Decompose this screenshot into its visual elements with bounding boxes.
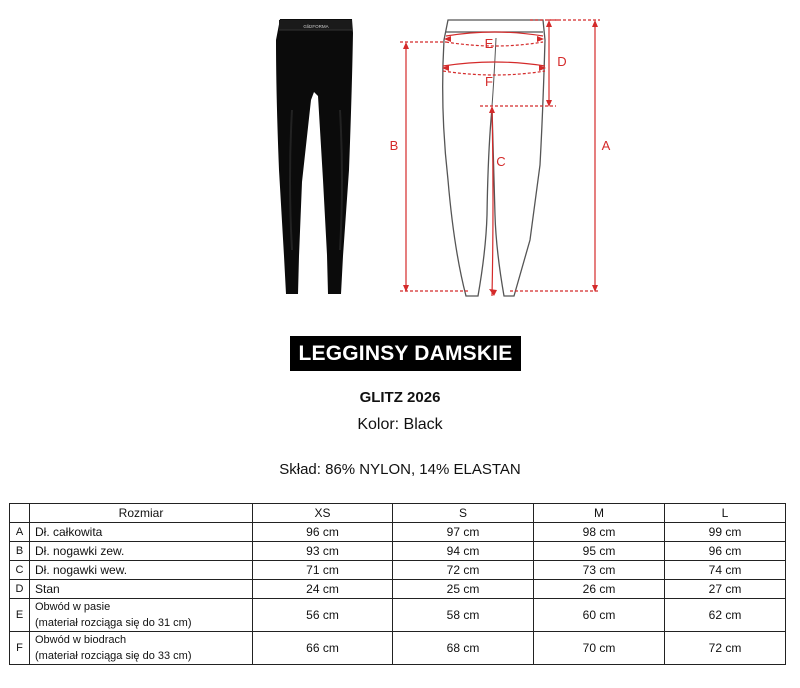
label-b: B	[389, 138, 399, 153]
header-size-xs: XS	[253, 504, 393, 523]
row-label: Stan	[30, 580, 253, 599]
row-value: 93 cm	[253, 542, 393, 561]
row-code: D	[10, 580, 30, 599]
product-color: Kolor: Black	[357, 416, 443, 433]
table-row	[10, 599, 786, 632]
header-size-m: M	[534, 504, 665, 523]
row-value: 71 cm	[253, 561, 393, 580]
row-code: C	[10, 561, 30, 580]
row-value: 56 cm	[253, 599, 393, 632]
product-composition: Skład: 86% NYLON, 14% ELASTAN	[279, 461, 521, 478]
table-header-row	[10, 504, 786, 523]
row-value: 25 cm	[393, 580, 534, 599]
row-value: 62 cm	[665, 599, 786, 632]
header-code-cell	[10, 504, 30, 523]
brand-tag: GlitzFORMA	[303, 24, 329, 29]
row-value: 94 cm	[393, 542, 534, 561]
header-size-s: S	[393, 504, 534, 523]
row-value: 24 cm	[253, 580, 393, 599]
table-row	[10, 632, 786, 665]
row-value: 96 cm	[253, 523, 393, 542]
row-sublabel: (materiał rozciąga się do 33 cm)	[35, 650, 192, 662]
row-label-cell	[30, 599, 253, 632]
size-table	[9, 503, 786, 665]
row-value: 58 cm	[393, 599, 534, 632]
row-value: 73 cm	[534, 561, 665, 580]
row-label: Dł. całkowita	[30, 523, 253, 542]
row-value: 97 cm	[393, 523, 534, 542]
row-code: E	[10, 599, 30, 632]
row-value: 70 cm	[534, 632, 665, 665]
table-row	[10, 580, 786, 599]
row-code: B	[10, 542, 30, 561]
product-model: GLITZ 2026	[359, 389, 441, 406]
label-c: C	[496, 154, 506, 169]
row-label-cell	[30, 632, 253, 665]
row-label: Obwód w pasie	[35, 601, 111, 613]
table-row	[10, 561, 786, 580]
leggings-photo	[276, 19, 353, 294]
table-row	[10, 542, 786, 561]
row-value: 60 cm	[534, 599, 665, 632]
label-d: D	[557, 54, 567, 69]
label-e: E	[484, 36, 494, 51]
row-value: 27 cm	[665, 580, 786, 599]
row-value: 99 cm	[665, 523, 786, 542]
row-value: 68 cm	[393, 632, 534, 665]
product-title: LEGGINSY DAMSKIE	[290, 336, 521, 371]
row-label: Dł. nogawki zew.	[30, 542, 253, 561]
table-row	[10, 523, 786, 542]
row-label: Obwód w biodrach	[35, 634, 127, 646]
row-value: 96 cm	[665, 542, 786, 561]
row-value: 72 cm	[665, 632, 786, 665]
row-value: 95 cm	[534, 542, 665, 561]
row-value: 26 cm	[534, 580, 665, 599]
label-a: A	[601, 138, 611, 153]
label-f: F	[485, 74, 493, 89]
measurement-diagram	[443, 20, 545, 296]
row-label: Dł. nogawki wew.	[30, 561, 253, 580]
row-value: 72 cm	[393, 561, 534, 580]
header-size-l: L	[665, 504, 786, 523]
row-sublabel: (materiał rozciąga się do 31 cm)	[35, 617, 192, 629]
row-code: A	[10, 523, 30, 542]
row-value: 74 cm	[665, 561, 786, 580]
row-value: 66 cm	[253, 632, 393, 665]
header-label-cell: Rozmiar	[30, 504, 253, 523]
row-code: F	[10, 632, 30, 665]
product-figure	[0, 0, 800, 310]
row-value: 98 cm	[534, 523, 665, 542]
